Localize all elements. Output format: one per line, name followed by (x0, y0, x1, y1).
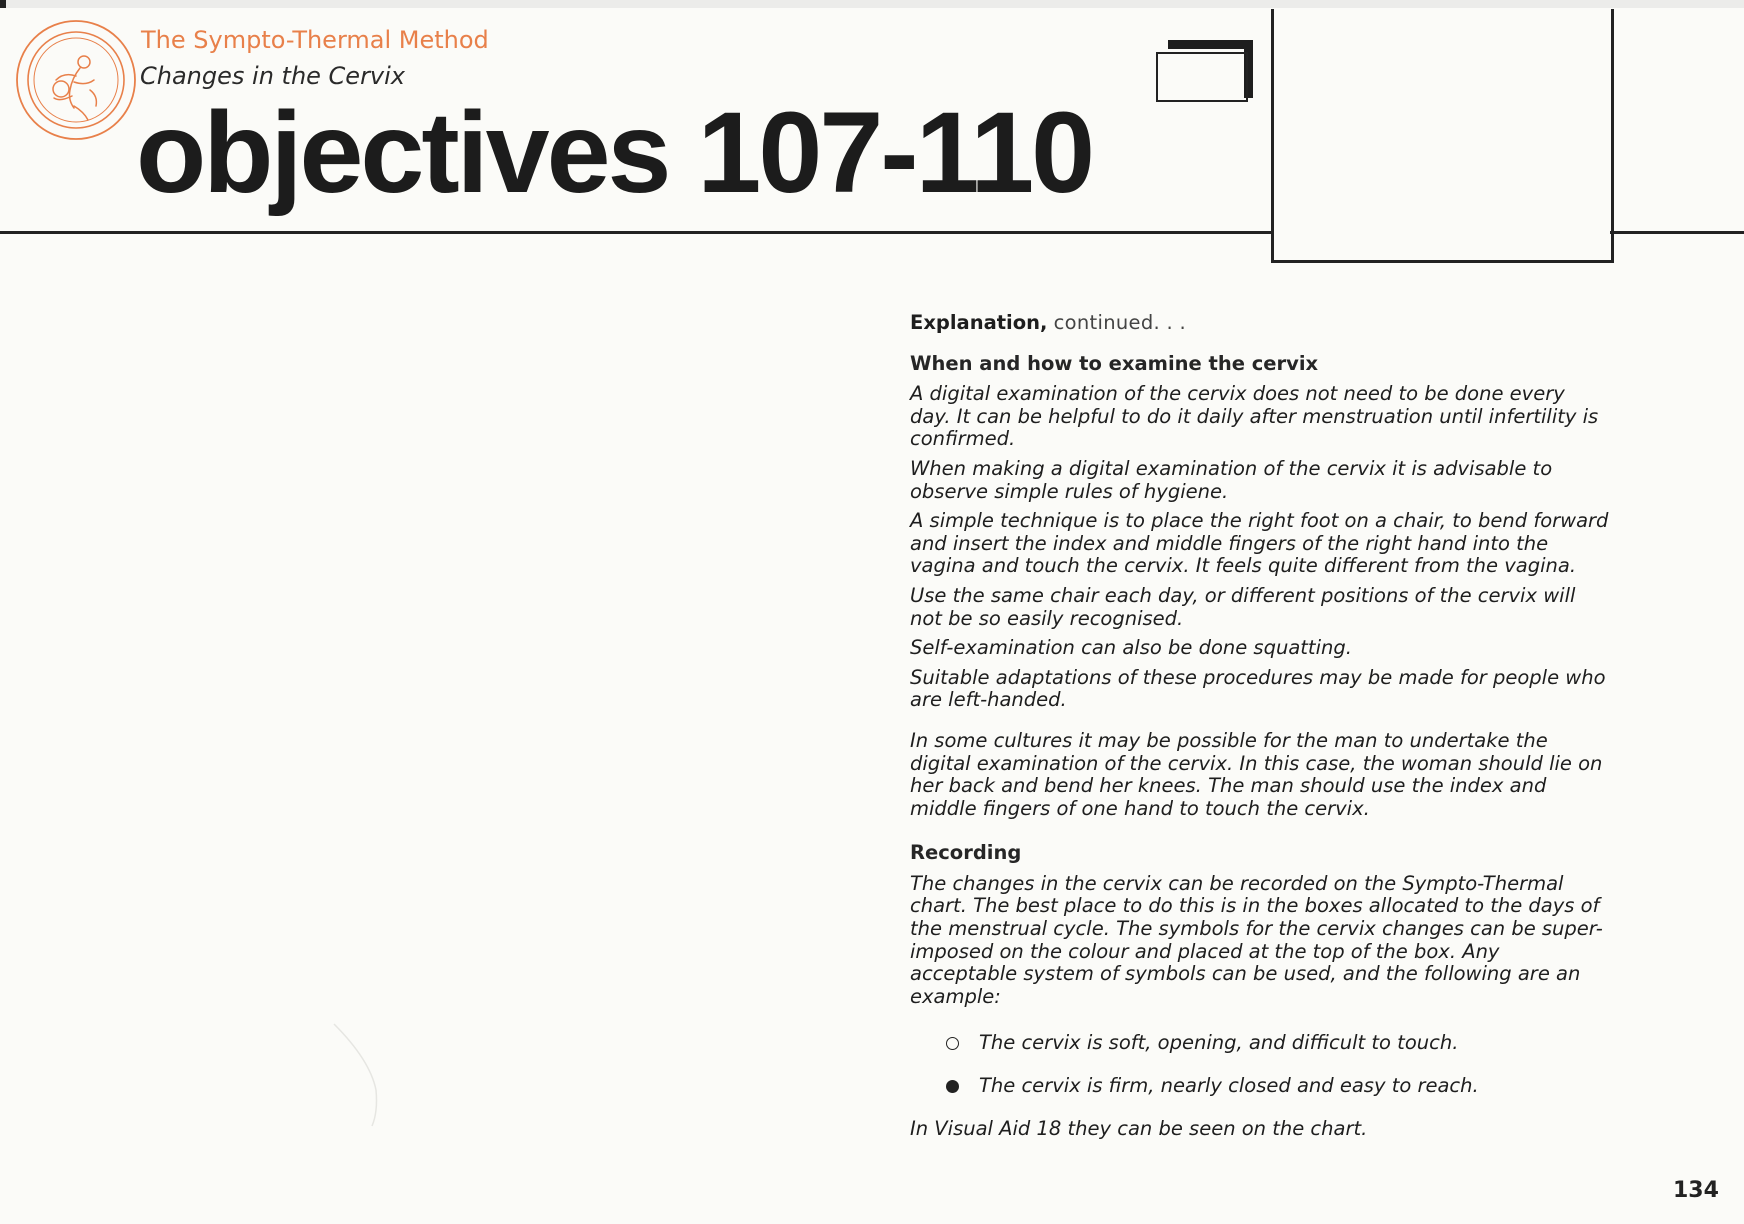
paragraph: The changes in the cervix can be recorded on the Sympto-Thermal chart. The best place to do this is in the boxes allocated to the days of the menstrual cycle. The symbols for the cervix changes can be super-imposed on the colour and placed at the top of the box. Any acceptable system of symbols can be used, and the following are an example: (910, 871, 1603, 1008)
body-text (910, 312, 1610, 1147)
paragraph: A digital examination of the cervix does not need to be done every day. It can be helpful to do it daily after menstruation until infertility is confirmed. (910, 382, 1599, 451)
top-corner-mark (0, 0, 6, 8)
paragraph: Suitable adaptations of these procedures may be made for people who are left-handed. (910, 665, 1606, 712)
lead-bold: Explanation, (910, 311, 1048, 334)
list-item (946, 1032, 1610, 1055)
emblem-logo-icon (14, 18, 138, 142)
header-panel (1271, 9, 1614, 263)
top-edge (0, 0, 1744, 8)
heading-recording: Recording (910, 841, 1022, 865)
header-rule-right (1610, 231, 1744, 234)
box-icon-shadow-top (1168, 40, 1253, 49)
lead-continued: continued. . . (1053, 311, 1186, 334)
filled-circle-icon (946, 1080, 959, 1093)
heading-when-how: When and how to examine the cervix (910, 351, 1319, 375)
closing-note: In Visual Aid 18 they can be seen on the chart. (910, 1116, 1368, 1140)
page-number: 134 (1673, 1178, 1719, 1203)
symbol-description: The cervix is soft, opening, and difficult to touch. (979, 1031, 1459, 1055)
paragraph: Self-examination can also be done squatting. (910, 636, 1352, 660)
list-item (946, 1075, 1610, 1098)
section-title: Changes in the Cervix (140, 62, 406, 90)
scan-artifact (330, 1020, 390, 1130)
lead-line (910, 312, 1610, 335)
header-rule (0, 231, 1272, 234)
paragraph: Use the same chair each day, or different positions of the cervix will not be so easily recognised. (910, 583, 1576, 630)
box-icon (1156, 52, 1248, 102)
paragraph: A simple technique is to place the right foot on a chair, to bend forward and insert the index and middle fingers of the right hand into the vagina and touch the cervix. It feels quite different from the vagina. (910, 509, 1609, 578)
open-circle-icon (946, 1037, 959, 1050)
paragraph: When making a digital examination of the cervix it is advisable to observe simple rules of hygiene. (910, 456, 1553, 503)
paragraph: In some cultures it may be possible for the man to undertake the digital examination of the cervix. In this case, the woman should lie on her back and bend her knees. The man should use the index and middle fingers of one hand to touch the cervix. (910, 728, 1603, 820)
symbol-description: The cervix is firm, nearly closed and easy to reach. (979, 1074, 1479, 1098)
symbol-list (910, 1032, 1610, 1097)
series-title: The Sympto-Thermal Method (141, 26, 489, 54)
page-title: objectives 107-110 (136, 89, 1093, 217)
